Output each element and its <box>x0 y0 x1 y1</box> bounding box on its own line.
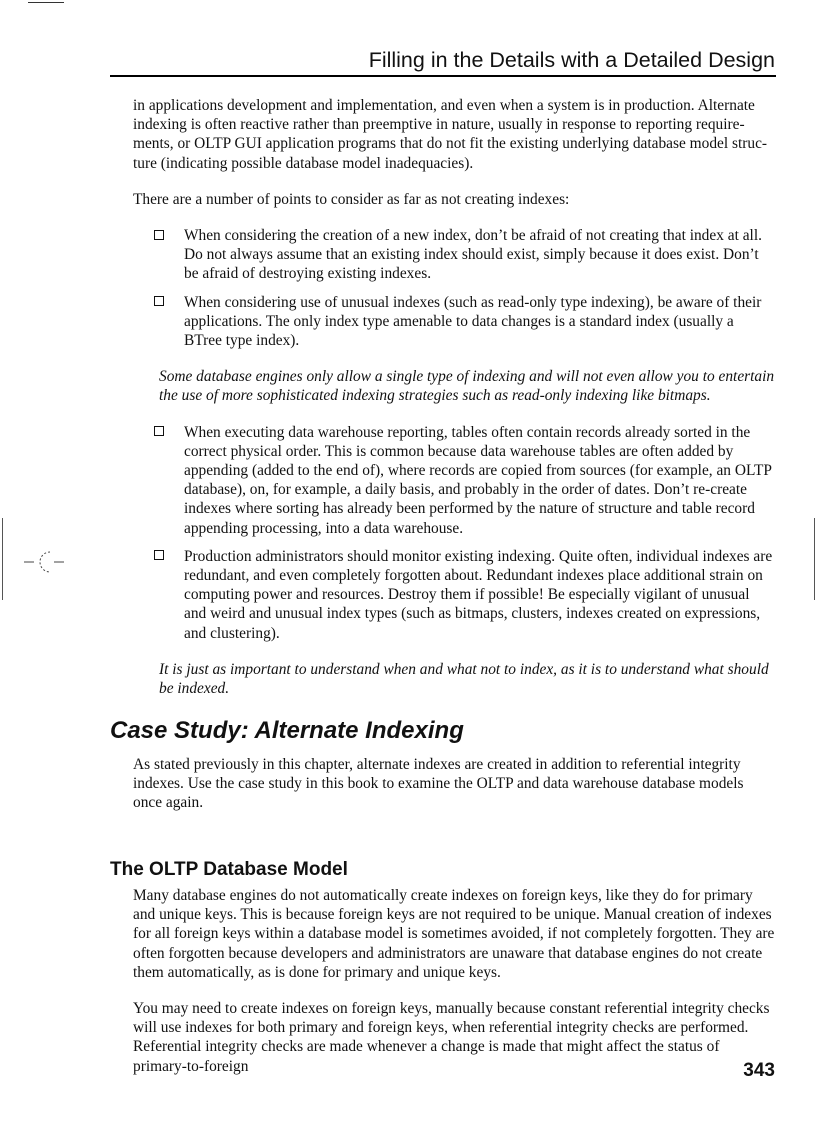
checkbox-bullet-icon <box>154 426 164 436</box>
paragraph-oltp-1: Many database engines do not automatically create indexes on foreign keys, like they do for primary and unique keys. This is because foreign keys are not required to be unique. Manual creation of indexes for all foreign keys within a database model is sometimes avoided, if not completely forgotten. They are often forgotten because developers and administrators are unaware that database engines do not create them automatically, as is done for primary and unique keys. <box>133 887 775 981</box>
note-single-index-type: Some database engines only allow a single type of indexing and will not even allow you to entertain the use of more sophisticated indexing strategies such as read-only indexing like bitmaps. <box>159 368 775 405</box>
list-item-text: When executing data warehouse reporting, tables often contain records already sorted in the correct physical order. This is common because data warehouse tables are often added by appending (added to the end of), where records are copied from sources (for example, an OLTP database), on, for example, a daily basis, and probably in the order of dates. Don’t re-create indexes where sorting has already been performed by the nature of structure and table record appending processing, into a data warehouse. <box>184 423 772 537</box>
subsection-heading-oltp: The OLTP Database Model <box>110 859 348 880</box>
list-item-text: When considering the creation of a new index, don’t be afraid of not creating that index at all. Do not always assume that an existing index should exist, simply because it does exist. Don’t be afraid of destroying existing indexes. <box>184 227 762 283</box>
running-header-title: Filling in the Details with a Detailed Design <box>368 48 775 72</box>
list-item <box>133 423 775 538</box>
list-item <box>133 547 775 643</box>
header-rule <box>110 75 776 77</box>
body-section-case-study <box>133 755 775 813</box>
list-item <box>133 293 775 351</box>
note-when-not-to-index: It is just as important to understand when and what not to index, as it is to understand what should be indexed. <box>159 660 769 698</box>
checkbox-bullet-icon <box>154 550 164 560</box>
paragraph-intro-1: in applications development and implementation, and even when a system is in production. Alternate indexing is often reactive rather than preemptive in nature, usually in response to reporting requirements, or OLTP GUI application programs that do not fit the existing underlying database model structure (indicating possible database model inadequacies). <box>133 97 768 172</box>
page-number: 343 <box>743 1060 775 1081</box>
list-item <box>133 226 775 284</box>
crop-mark-top <box>28 2 64 3</box>
paragraph-case-study: As stated previously in this chapter, alternate indexes are created in addition to referential integrity indexes. Use the case study in this book to examine the OLTP and data warehouse database models once again. <box>133 756 744 812</box>
registration-mark-icon <box>22 548 66 576</box>
section-heading-case-study: Case Study: Alternate Indexing <box>110 717 464 744</box>
paragraph-oltp-2: You may need to create indexes on foreign keys, manually because constant referential integrity checks will use indexes for both primary and foreign keys, when referential integrity checks are performed. Referential integrity checks are made whenever a change is made that might affect the status of primary-to-foreign <box>133 1000 770 1075</box>
margin-line-right <box>814 518 815 600</box>
margin-line-left <box>2 518 3 600</box>
body-section-oltp <box>133 886 775 1076</box>
list-item-text: When considering use of unusual indexes (such as read-only type indexing), be aware of their applications. The only index type amenable to data changes is a standard index (usually a BTree type index). <box>184 293 762 350</box>
checkbox-bullet-icon <box>154 296 164 306</box>
body-section-intro <box>133 96 775 698</box>
checkbox-bullet-icon <box>154 230 164 240</box>
paragraph-intro-2: There are a number of points to consider as far as not creating indexes: <box>133 190 570 208</box>
list-item-text: Production administrators should monitor existing indexing. Quite often, individual indexes are redundant, and even completely forgotten about. Redundant indexes place additional strain on computing power and resources. Destroy them if possible! Be especially vigilant of unusual and weird and unusual index types (such as bitmaps, clusters, indexes created on expressions, and clustering). <box>184 547 773 642</box>
